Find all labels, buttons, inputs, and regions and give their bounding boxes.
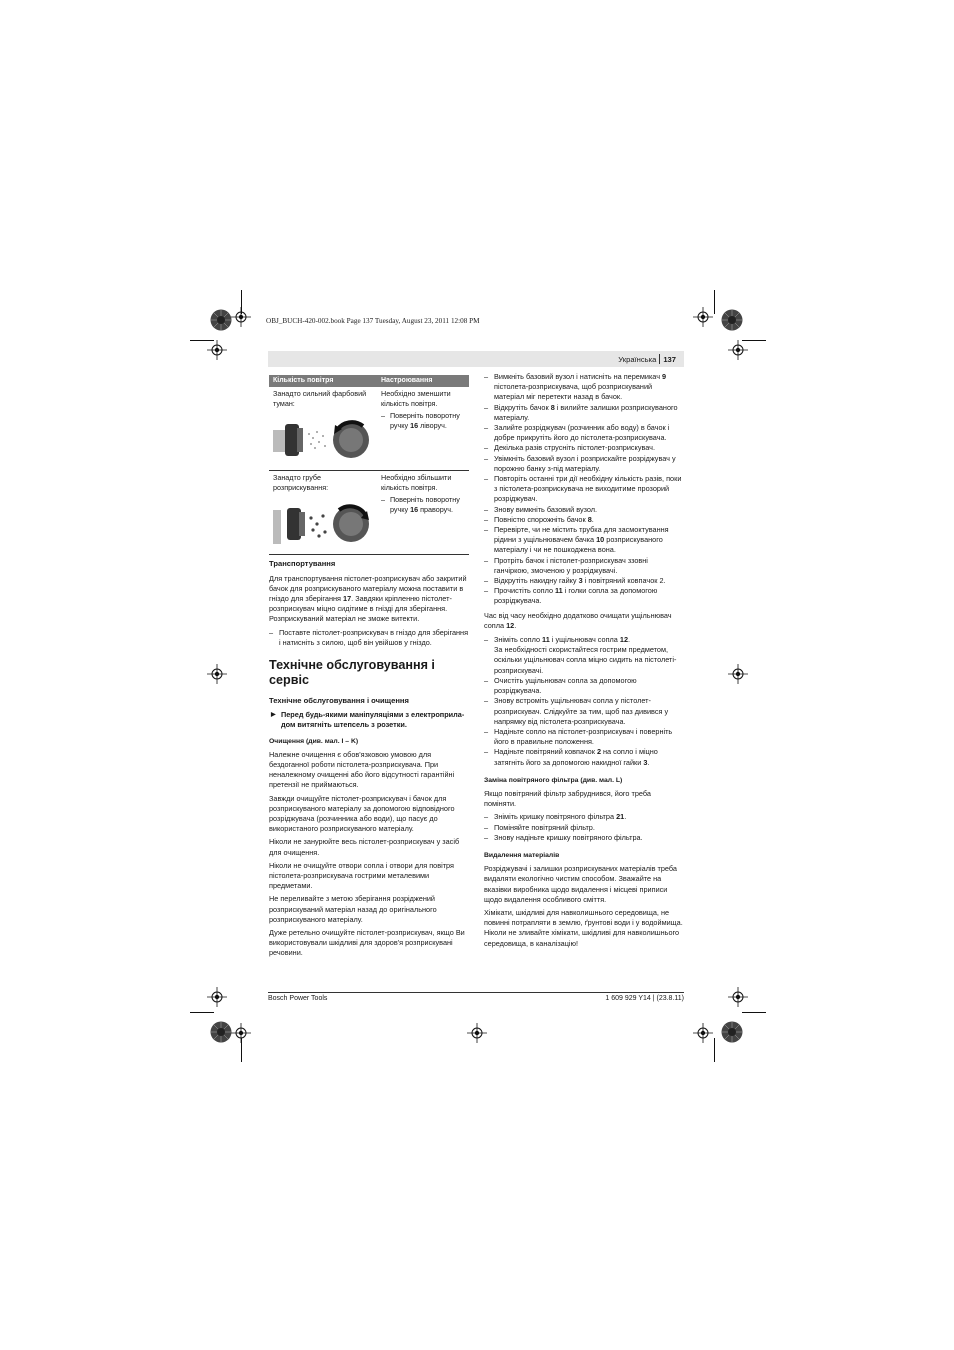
color-target-icon xyxy=(721,1021,743,1043)
cleaning-steps-list xyxy=(484,372,684,607)
paragraph: Ніколи не занурюйте весь пістолет-розприскувач у засіб для очищення. xyxy=(269,837,460,857)
registration-mark-icon xyxy=(467,1023,487,1043)
section-heading-service: Технічне обслуговування і сервіс xyxy=(269,658,435,687)
list-item: – Очистіть ущільнювач сопла за допомогою розріджувача. xyxy=(484,675,637,696)
list-item: – Відкрутіть бачок 8 і вилийте залишки розприскуваного матеріалу. xyxy=(484,402,678,422)
triangle-bullet-icon: ▶ xyxy=(271,712,276,719)
paragraph: Завжди очищуйте пістолет-розприскувач і бачок для розприскуваного матеріалу за допомогою відповідного розріджувача (розчинника або води), що пасує до використаного розприскуваного матеріалу. xyxy=(269,793,455,834)
color-target-icon xyxy=(721,309,743,331)
list-item: – Увімкніть базовий вузол і розприскайте розріджувач у порожню банку з-під матеріалу. xyxy=(484,453,676,473)
right-column xyxy=(484,372,684,952)
table-cell-action: Необхідно зменшити кількість повітря. xyxy=(381,389,451,408)
subheading-air-filter: Заміна повітряного фільтра (див. мал. L) xyxy=(484,776,623,784)
list-item: – Надіньте повітряний ковпачок 2 на сопло і міцно затягніть його за допомогою накидної гайки 3. xyxy=(484,747,658,767)
disposal-paragraph: Хімікати, шкідливі для навколишнього середовища, не повинні потрапляти в землю, ґрунтові води і у водоймища. Ніколи не зливайте хімікати, шкідливі для навколишнього середовища, в каналізацію! xyxy=(484,907,683,948)
left-column xyxy=(269,375,469,962)
air-quantity-table xyxy=(269,375,469,555)
footer-doc-code: 1 609 929 Y14 | (23.8.11) xyxy=(605,995,684,1002)
list-item: – Повністю спорожніть бачок 8. xyxy=(484,514,594,524)
table-header: Настроювання xyxy=(377,375,469,387)
disposal-paragraph: Розріджувачі і залишки розприскуваних матеріалів треба видаляти екологічно чистим способом. Зважайте на вказівки виробника щодо видалення і місцеві приписи щодо видалення особливого сміття. xyxy=(484,864,677,904)
table-cell-problem: Занадто сильний фарбовий туман: xyxy=(273,389,367,408)
crop-mark xyxy=(714,290,715,314)
table-step: – Поверніть поворотну ручку 16 праворуч. xyxy=(381,495,460,514)
list-item: – Протріть бачок і пістолет-розприскувач ззовні ганчіркою, змоченою у розріджувачі. xyxy=(484,555,648,575)
registration-mark-icon xyxy=(728,664,748,684)
paragraph: Не переливайте з метою зберігання розріджений розприскуваний матеріал назад до оригінального розприскуваного матеріалу. xyxy=(269,894,437,924)
table-cell-problem: Занадто грубе розприскування: xyxy=(273,473,329,492)
subheading-maintenance: Технічне обслуговування і очищення xyxy=(269,696,409,705)
list-item: – Зніміть кришку повітряного фільтра 21. xyxy=(484,812,627,822)
list-item: – Поміняйте повітряний фільтр. xyxy=(484,822,595,832)
table-row xyxy=(269,387,469,471)
registration-mark-icon xyxy=(693,1023,713,1043)
color-target-icon xyxy=(210,309,232,331)
list-item: – Вимкніть базовий вузол і натисніть на перемикач 9 пістолета-розприскувача, щоб розприскуваний матеріал міг перетекти назад в бачок. xyxy=(484,372,667,402)
language-label: Українська xyxy=(618,355,657,364)
print-header: OBJ_BUCH-420-002.book Page 137 Tuesday, August 23, 2011 12:08 PM xyxy=(266,317,480,325)
spray-nozzle-coarse-spray-illustration xyxy=(273,496,373,552)
spray-nozzle-fine-mist-illustration xyxy=(273,412,373,468)
crop-mark xyxy=(714,1038,715,1062)
registration-mark-icon xyxy=(693,307,713,327)
air-filter-list xyxy=(484,812,684,843)
nozzle-seal-list xyxy=(484,635,684,768)
list-item: – Знову встромiть ущільнювач сопла у пістолет-розприскувач. Слідкуйте за тим, щоб паз дивився у напрямку від пістолета-розприскувача. xyxy=(484,696,669,726)
list-item: – Декілька разів струсніть пістолет-розприскувач. xyxy=(484,443,656,453)
page-number: 137 xyxy=(663,355,676,364)
safety-warning: ▶ Перед будь-якими маніпуляціями з електроприла-дом витягніть штепсель з розетки. xyxy=(271,710,465,730)
page-header-bar xyxy=(268,351,684,367)
registration-mark-icon xyxy=(207,340,227,360)
list-item: – Зніміть сопло 11 і ущільнювач сопла 12. За необхідності скористайтеся гострим предметом, оскільки ущільнювач сопла міцно сидить на пістолеті-розприскувачі. xyxy=(484,635,677,675)
registration-mark-icon xyxy=(231,1023,251,1043)
list-item: – Повторіть останні три дії необхідну кількість разів, поки з пістолета-розприскувача не виходитиме прозорий розріджувач. xyxy=(484,474,682,504)
registration-mark-icon xyxy=(728,987,748,1007)
crop-mark xyxy=(190,1012,214,1013)
list-item: – Перевірте, чи не містить трубка для засмоктування рідини з ущільнювачем бачка 10 розприскуваного матеріалу і чи не пошкоджена вона. xyxy=(484,525,669,555)
paragraph: Належне очищення є обов'язковою умовою для бездоганної роботи пістолета-розприскувача. При неналежному очищенні або його відсутності гарантійні претензії не приймаються. xyxy=(269,749,455,790)
subheading-disposal: Видалення матеріалів xyxy=(484,851,560,859)
subheading-cleaning: Очищення (див. мал. I – K) xyxy=(269,737,359,745)
page-header-label xyxy=(618,354,676,364)
footer-rule xyxy=(268,992,684,993)
table-row xyxy=(269,471,469,555)
list-item: – Поставте пістолет-розприскувач в гніздо для зберігання і натисніть з силою, щоб він увійшов у гніздо. xyxy=(269,627,469,647)
air-filter-intro: Якщо повітряний фільтр забруднився, його треба поміняти. xyxy=(484,788,651,809)
list-item: – Надіньте сопло на пістолет-розприскувач і поверніть його в правильне положення. xyxy=(484,726,673,747)
paragraph: Ніколи не очищуйте отвори сопла і отвори для повітря пістолета-розприскувача гострими металевими предметами. xyxy=(269,860,454,891)
table-header: Кількість повітря xyxy=(269,375,377,387)
table-step: – Поверніть поворотну ручку 16 ліворуч. xyxy=(381,411,460,430)
footer-brand: Bosch Power Tools xyxy=(268,995,328,1002)
list-item: – Знову вимкніть базовий вузол. xyxy=(484,504,598,514)
crop-mark xyxy=(742,1012,766,1013)
registration-mark-icon xyxy=(207,664,227,684)
transport-list xyxy=(269,628,469,648)
registration-mark-icon xyxy=(728,340,748,360)
color-target-icon xyxy=(210,1021,232,1043)
list-item: – Знову надіньте кришку повітряного фільтра. xyxy=(484,832,643,842)
nozzle-seal-intro: Час від часу необхідно додатково очищати ущільнювач сопла 12. xyxy=(484,610,672,630)
transport-paragraph: Для транспортування пістолет-розприскувач або закритий бачок для розприскуваного матеріалу можна поставити в гніздо для зберігання 17. Завдяки кріпленню пістолет-розприскувач міцно сидітиме в гнізді для зберігання. Розприскуваний матеріал не зможе витекти. xyxy=(269,573,467,624)
section-heading-transport: Транспортування xyxy=(269,559,336,569)
list-item: – Відкрутіть накидну гайку 3 і повітряний ковпачок 2. xyxy=(484,576,666,586)
list-item: – Прочистіть сопло 11 і голки сопла за допомогою розріджувача. xyxy=(484,586,658,606)
paragraph: Дуже ретельно очищуйте пістолет-розприскувач, якщо Ви використовували шкідливі для здоров'я розприскувані речовини. xyxy=(269,928,465,958)
registration-mark-icon xyxy=(231,307,251,327)
registration-mark-icon xyxy=(207,987,227,1007)
table-cell-action: Необхідно збільшити кількість повітря. xyxy=(381,473,452,492)
list-item: – Залийте розріджувач (розчинник або воду) в бачок і добре прикрутіть його до пістолета-розприскувача. xyxy=(484,423,670,443)
